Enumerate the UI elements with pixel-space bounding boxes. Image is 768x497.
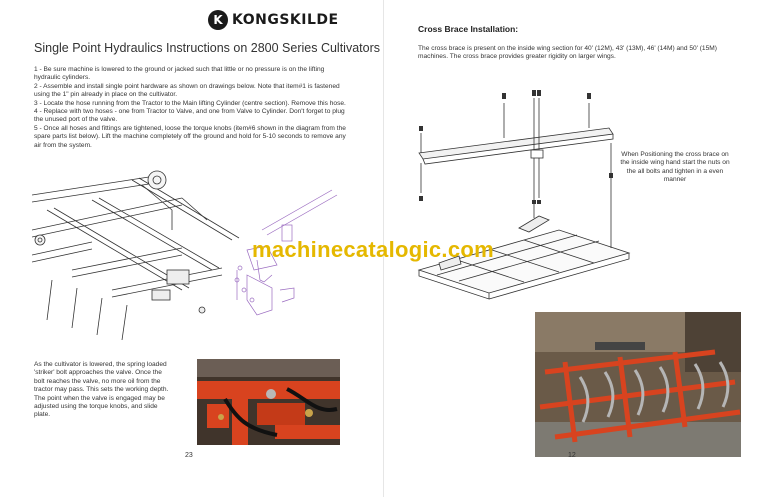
caption-paragraph-1: As the cultivator is lowered, the spring loaded 'striker' bolt approaches the valve. Once the bolt reaches the valve, no more oil from the tractor may pass. This sets the working depth. [34,361,169,394]
cross-brace-diagram [399,78,631,306]
logo-mark-letter: K [213,13,223,27]
step-4: 4 - Replace with two hoses - one from Tractor to Valve, and one from Valve to Cylinder. Don't forget to plug the unused port of the valve. [34,108,345,124]
logo-mark [208,10,228,30]
cultivator-photo-illustration [535,312,741,457]
step-1: 1 - Be sure machine is lowered to the ground or jacked such that little or no pressure is on the lifting hydraulic cylinders. [34,66,325,82]
instruction-steps [34,66,352,150]
step-3: 3 - Locate the hose running from the Tractor to the Main lifting Cylinder (centre section). Remove this hose. [34,99,346,107]
intro-text: The cross brace is present on the inside wing section for 40' (12M), 43' (13M), 46' (14M) and 50' (15M) machines. The cross brace provides greater rigidity on larger wings. [418,45,717,61]
cross-brace-photo [535,312,741,457]
kongskilde-logo [208,9,350,31]
section-title: Cross Brace Installation: [418,24,519,34]
note-text: When Positioning the cross brace on the inside wing hand start the nuts on the all bolts and tighten in a even manner [620,151,730,184]
logo-wordmark: KONGSKILDE [232,12,339,28]
positioning-note [620,151,730,185]
page-number: 23 [185,452,193,459]
striker-bolt-caption [34,361,174,420]
step-5: 5 - Once all hoses and fittings are tightened, loose the torque knobs (item#6 shown in the diagram from the spare parts list below). Lift the machine completely off the ground and hold for 5-10 seconds to remove any air from the system. [34,124,346,149]
watermark: machinecatalogic.com [252,237,494,262]
cross-brace-intro [418,45,736,62]
valve-closeup-photo [197,359,340,445]
step-2: 2 - Assemble and install single point hardware as shown on drawings below. Note that item#1 is fastened using the 1" pin already in place on the cultivator. [34,82,340,99]
page-number: 12 [568,452,576,459]
valve-photo-illustration [197,359,340,445]
page-title: Single Point Hydraulics Instructions on 2800 Series Cultivators [34,41,381,55]
caption-paragraph-2: The point when the valve is engaged may be adjusted using the torque knobs, and slide plate. [34,394,165,419]
